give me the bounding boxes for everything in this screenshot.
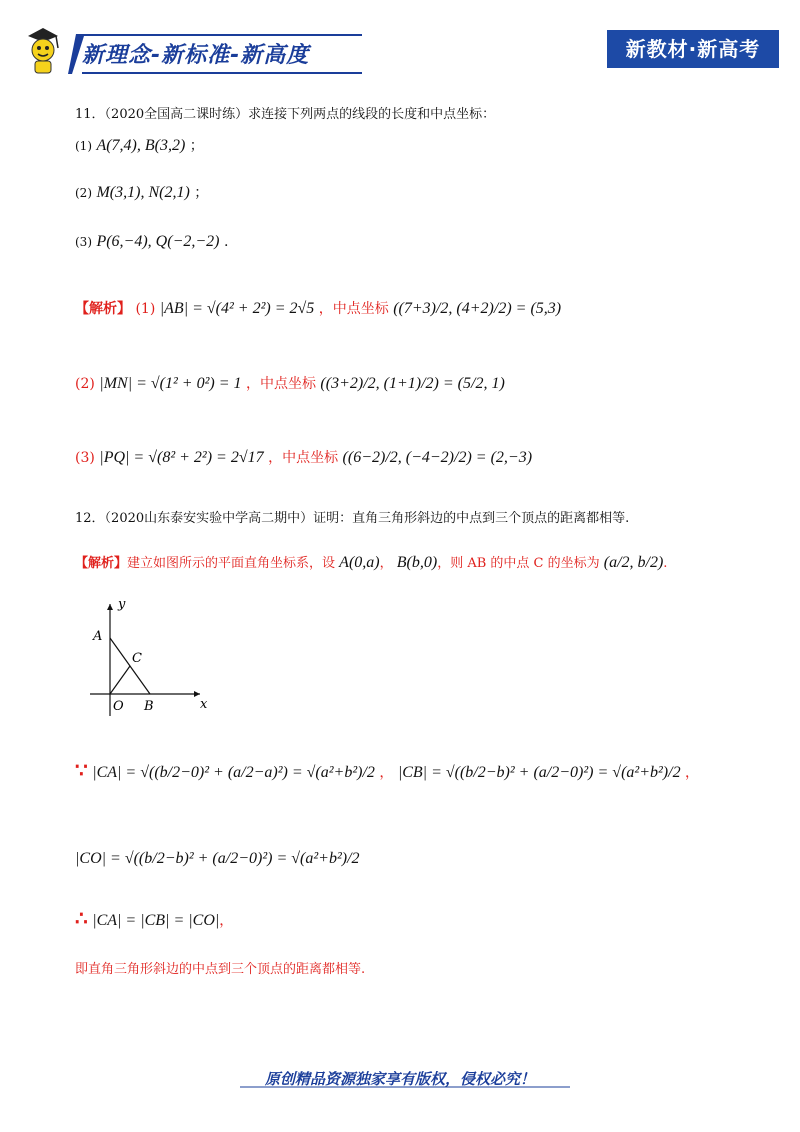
page-header (0, 0, 800, 80)
label-y: y (118, 597, 126, 612)
q11-part1: (1) A(7,4), B(3,2) ； (75, 137, 204, 154)
q11-solution-3: (3) |PQ| = √(8² + 2²) = 2√17 ，中点坐标 ((6−2)/2, (−4−2)/2) = (2,−3) (75, 449, 533, 466)
segment-oc (110, 666, 130, 694)
q12-stem: 12．（2020山东泰安实验中学高二期中）证明：直角三角形斜边的中点到三个顶点的距离都相等. (75, 511, 630, 526)
label-x: x (200, 697, 208, 712)
coordinate-figure (80, 596, 210, 718)
footer-copyright: 原创精品资源独家享有版权，侵权必究！ (264, 1070, 535, 1088)
header-slogan: 新理念-新标准-新高度 (82, 43, 310, 68)
label-o: O (113, 699, 124, 714)
q12-conclusion: 即直角三角形斜边的中点到三个顶点的距离都相等. (75, 962, 366, 977)
q12-co: |CO| = √((b/2−b)² + (a/2−0)²) = √(a²+b²)/2 (75, 850, 360, 867)
q11-part3: (3) P(6,−4), Q(−2,−2) . (75, 233, 229, 250)
y-axis-arrow (107, 604, 113, 610)
q12-ca-cb: ∵ |CA| = √((b/2−0)² + (a/2−a)²) = √(a²+b²)/2 ， |CB| = √((b/2−b)² + (a/2−0)²) = √(a²+b²)/2 ， (75, 758, 700, 782)
q11-solution-1: 【解析】 (1) |AB| = √(4² + 2²) = 2√5 ，中点坐标 ((7+3)/2, (4+2)/2) = (5,3) (75, 300, 562, 317)
mascot-logo-icon (18, 22, 68, 76)
q12-solution-intro: 【解析】建立如图所示的平面直角坐标系，设 A(0,a)， B(b,0)，则 AB 的中点 C 的坐标为 (a/2, b/2). (75, 554, 668, 571)
label-c: C (132, 651, 142, 666)
q11-part2: (2) M(3,1), N(2,1) ； (75, 184, 209, 201)
label-b: B (144, 699, 154, 714)
q12-equality: ∴ |CA| = |CB| = |CO|， (75, 906, 234, 930)
q11-stem: 11．（2020全国高二课时练）求连接下列两点的线段的长度和中点坐标： (75, 107, 496, 122)
solution-tag: 【解析】 (75, 301, 131, 317)
label-a: A (93, 629, 103, 644)
q11-solution-2: (2) |MN| = √(1² + 0²) = 1 ，中点坐标 ((3+2)/2, (1+1)/2) = (5/2, 1) (75, 375, 505, 392)
header-badge: 新教材·新高考 (607, 30, 779, 68)
